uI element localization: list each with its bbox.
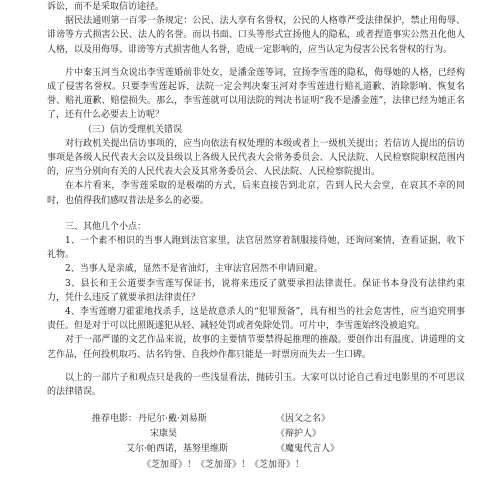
recommend-label: 推荐电影：: [92, 414, 138, 424]
recommend-bottom-line: 《芝加哥》！《芝加哥》！《芝加哥》！: [142, 460, 305, 470]
paragraph-art-works: 对于一部严谨的文艺作品来说，故事的主要情节要禁得起推理的推敲。要创作出有温度、讲道理的文艺作品，任何投机取巧、沽名钓誉、自我炒作都只能是一时票房而失去一生口碑。: [47, 335, 465, 360]
recommend-title-2: 《辩护人》: [276, 429, 322, 439]
section-heading-other: 三、其他几个小点：: [65, 221, 147, 232]
point-4: 4、李雪莲磨刀霍霍地找杀手，这是故意杀人的“犯罪预备”，具有相当的社会危害性，应当追究刑事责任。但是对于可以比照既遂犯从轻、减轻处罚或者免除处罚。可片中，李雪莲始终没被追究。: [47, 307, 465, 332]
paragraph-conclusion: 在本片看来，李雪莲采取的是极端的方式，后来直接告到北京，告到人民大会堂，在哀其不幸的同时，也值得我们感叹普法是多么的必要。: [47, 181, 465, 206]
recommend-title-3: 《魔鬼代言人》: [276, 444, 340, 454]
text-line-1: 诉讼，而不是采取信访途径。: [47, 2, 165, 12]
section-heading-petition: （三）信访受理机关错误: [83, 124, 183, 135]
point-2: 2、当事人是亲戚，显然不是省油灯，主审法官居然不申请回避。: [65, 264, 323, 275]
spacer: [47, 362, 465, 371]
recommend-director-3: 艾尔·帕西诺，基努里维斯: [126, 444, 228, 454]
recommend-title-1: 《因父之名》: [276, 414, 331, 424]
spacer: [47, 208, 465, 220]
paragraph-closing: 以上的一部片子和观点只是我的一些浅显看法，抛砖引玉。大家可以讨论自己看过电影里的不可思议的法律错误。: [47, 372, 465, 398]
point-1: 1、一个素不相识的当事人跑到法官家里，法官居然穿着制服接待她，还询问案情，查看证据，收下礼物。: [47, 236, 465, 261]
recommend-director-1: 丹尼尔·戴·刘易斯: [138, 414, 207, 424]
point-3: 3、县长和王公道要李雪莲写保证书，说将来违反了就要承担法律责任。保证书本身没有法律约束力，凭什么违反了就要承担法律责任？: [47, 278, 465, 303]
paragraph-petition-rules: 对行政机关提出信访事项的，应当向依法有权处理的本级或者上一级机关提出；若信访人提出的信访事项是各级人民代表大会以及县级以上各级人民代表大会常务委员会、人民法院、人民检察院职权范围内的，应当分别向有关的人民代表大会及其常务委员会、人民法院、人民检察院提出。: [47, 138, 465, 178]
paragraph-film-analysis: 片中秦玉河当众说出李雪莲婚前非处女，是潘金莲等词，宣扬李雪莲的隐私，侮辱她的人格，已经构成了侵害名誉权。只要李雪莲起诉，法院一定会判决秦玉河对李雪莲进行赔礼道歉、消除影响、恢复名誉、赔礼道歉、赔偿损失。那么，李雪莲就可以用法院的判决书证明“我不是潘金莲”，法律已经为她正名了，还有什么必要去上访呢？: [47, 67, 465, 121]
paragraph-civil-law: 据民法通则第一百零一条规定：公民、法人享有名誉权，公民的人格尊严受法律保护，禁止用侮辱、诽谤等方式损害公民、法人的名誉。而以书面、口头等形式宣扬他人的隐私，或者捏造事实公然丑化他人人格，以及用侮辱、诽谤等方式损害他人名誉，造成一定影响的，应当认定为侵害公民名誉权的行为。: [47, 16, 465, 55]
document-body: [47, 0, 465, 399]
recommend-director-2: 宋康昊: [150, 429, 178, 439]
spacer: [47, 57, 465, 66]
